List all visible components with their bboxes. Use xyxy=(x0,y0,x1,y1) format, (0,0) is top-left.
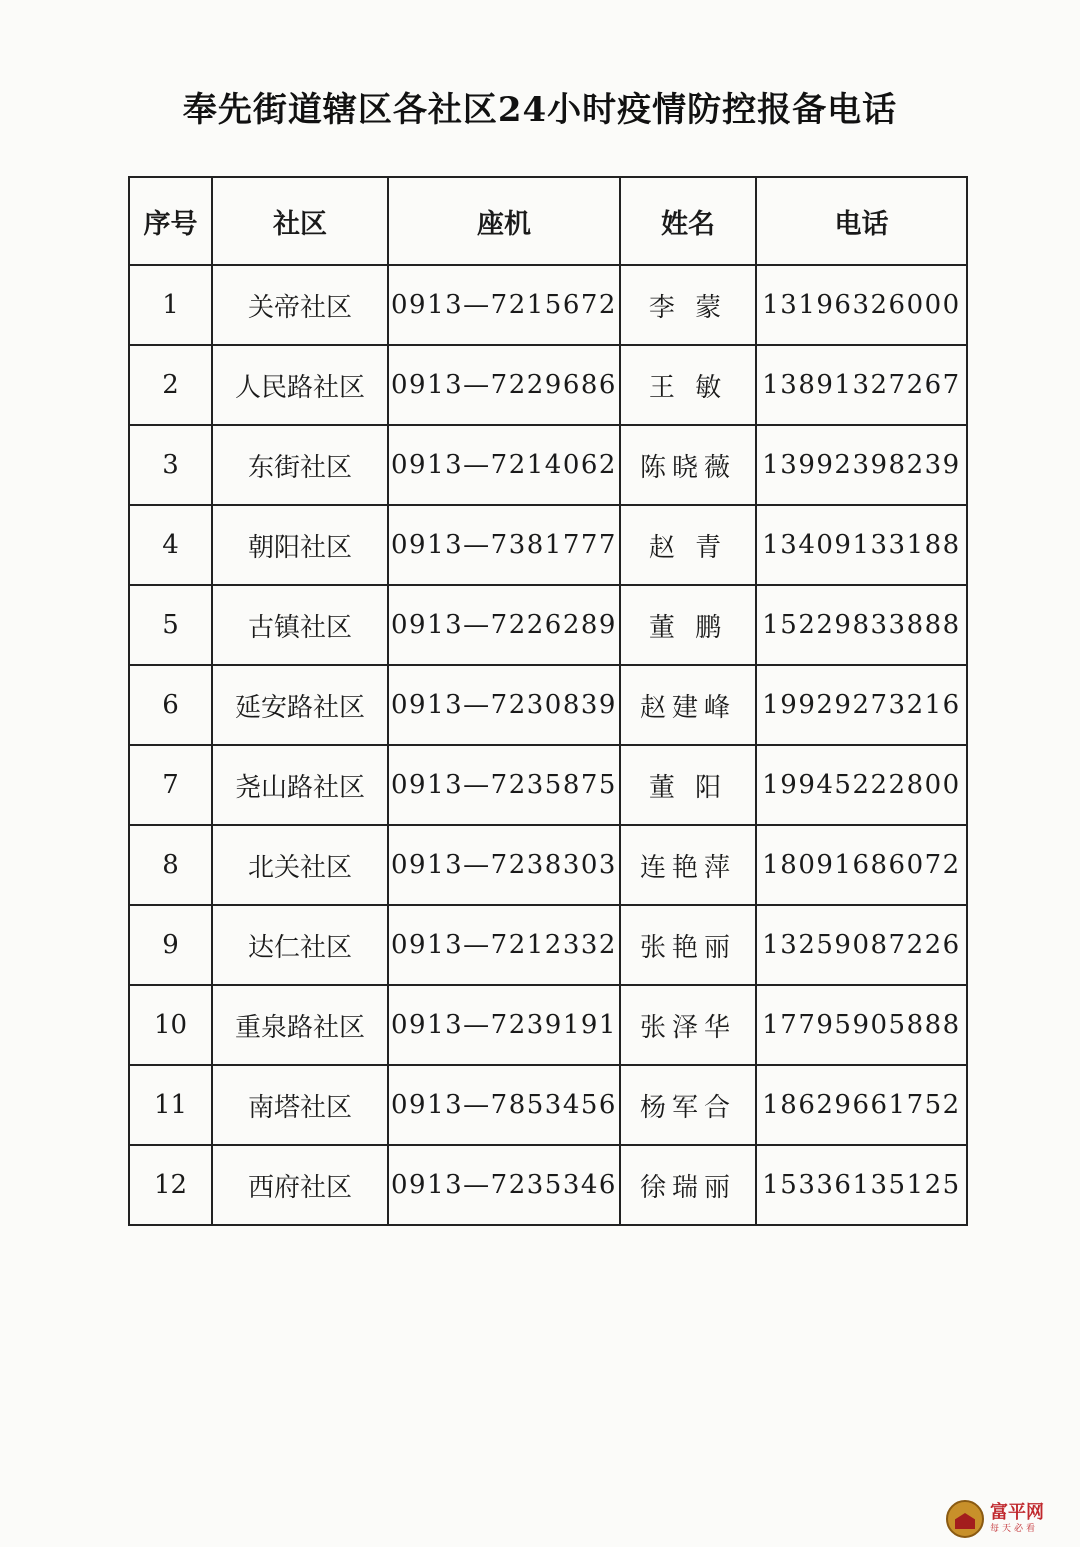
phone-table xyxy=(128,176,968,1226)
row-community: 尧山路社区 xyxy=(212,745,388,825)
table-row xyxy=(129,665,967,745)
row-name: 王 敏 xyxy=(620,345,756,425)
row-community: 南塔社区 xyxy=(212,1065,388,1145)
row-name: 董 鹏 xyxy=(620,585,756,665)
logo-slogan: 每天必看 xyxy=(990,1524,1039,1534)
row-phone: 13992398239 xyxy=(756,425,967,505)
row-name: 李 蒙 xyxy=(620,265,756,345)
table-row xyxy=(129,1145,967,1225)
header-name: 姓名 xyxy=(620,177,756,265)
row-community: 关帝社区 xyxy=(212,265,388,345)
row-community: 东街社区 xyxy=(212,425,388,505)
row-phone: 19945222800 xyxy=(756,745,967,825)
row-phone: 13409133188 xyxy=(756,505,967,585)
row-landline: 0913—7235346 xyxy=(388,1145,620,1225)
row-community: 北关社区 xyxy=(212,825,388,905)
row-index: 6 xyxy=(129,665,212,745)
row-index: 1 xyxy=(129,265,212,345)
row-landline: 0913—7238303 xyxy=(388,825,620,905)
row-community: 西府社区 xyxy=(212,1145,388,1225)
row-landline: 0913—7215672 xyxy=(388,265,620,345)
header-landline: 座机 xyxy=(388,177,620,265)
row-phone: 13196326000 xyxy=(756,265,967,345)
row-landline: 0913—7226289 xyxy=(388,585,620,665)
row-name: 赵 青 xyxy=(620,505,756,585)
row-index: 12 xyxy=(129,1145,212,1225)
row-phone: 13259087226 xyxy=(756,905,967,985)
row-index: 4 xyxy=(129,505,212,585)
table-row xyxy=(129,745,967,825)
row-index: 7 xyxy=(129,745,212,825)
row-community: 延安路社区 xyxy=(212,665,388,745)
row-index: 2 xyxy=(129,345,212,425)
header-phone: 电话 xyxy=(756,177,967,265)
row-name: 徐瑞丽 xyxy=(620,1145,756,1225)
row-community: 达仁社区 xyxy=(212,905,388,985)
row-landline: 0913—7853456 xyxy=(388,1065,620,1145)
row-index: 5 xyxy=(129,585,212,665)
row-phone: 18629661752 xyxy=(756,1065,967,1145)
row-index: 11 xyxy=(129,1065,212,1145)
row-community: 人民路社区 xyxy=(212,345,388,425)
row-phone: 13891327267 xyxy=(756,345,967,425)
row-name: 张泽华 xyxy=(620,985,756,1065)
table-row xyxy=(129,505,967,585)
row-landline: 0913—7229686 xyxy=(388,345,620,425)
row-landline: 0913—7239191 xyxy=(388,985,620,1065)
document-title: 奉先街道辖区各社区24小时疫情防控报备电话 xyxy=(182,90,898,130)
header-index: 序号 xyxy=(129,177,212,265)
row-landline: 0913—7214062 xyxy=(388,425,620,505)
row-name: 董 阳 xyxy=(620,745,756,825)
row-landline: 0913—7381777 xyxy=(388,505,620,585)
table-header-row xyxy=(129,177,967,265)
table-row xyxy=(129,585,967,665)
table-row xyxy=(129,345,967,425)
row-index: 3 xyxy=(129,425,212,505)
row-phone: 19929273216 xyxy=(756,665,967,745)
row-landline: 0913—7230839 xyxy=(388,665,620,745)
row-name: 杨军合 xyxy=(620,1065,756,1145)
row-name: 赵建峰 xyxy=(620,665,756,745)
row-landline: 0913—7235875 xyxy=(388,745,620,825)
row-landline: 0913—7212332 xyxy=(388,905,620,985)
header-community: 社区 xyxy=(212,177,388,265)
table-row xyxy=(129,265,967,345)
row-community: 古镇社区 xyxy=(212,585,388,665)
row-phone: 15336135125 xyxy=(756,1145,967,1225)
logo-name: 富平网 xyxy=(990,1502,1044,1523)
row-name: 陈晓薇 xyxy=(620,425,756,505)
row-name: 连艳萍 xyxy=(620,825,756,905)
row-index: 10 xyxy=(129,985,212,1065)
table-row xyxy=(129,425,967,505)
table-row xyxy=(129,825,967,905)
row-community: 朝阳社区 xyxy=(212,505,388,585)
row-name: 张艳丽 xyxy=(620,905,756,985)
table-row xyxy=(129,905,967,985)
row-community: 重泉路社区 xyxy=(212,985,388,1065)
row-index: 8 xyxy=(129,825,212,905)
row-phone: 17795905888 xyxy=(756,985,967,1065)
table-row xyxy=(129,1065,967,1145)
table-row xyxy=(129,985,967,1065)
row-phone: 18091686072 xyxy=(756,825,967,905)
logo-building-icon xyxy=(946,1500,984,1538)
row-phone: 15229833888 xyxy=(756,585,967,665)
watermark-logo xyxy=(946,1498,1074,1540)
row-index: 9 xyxy=(129,905,212,985)
